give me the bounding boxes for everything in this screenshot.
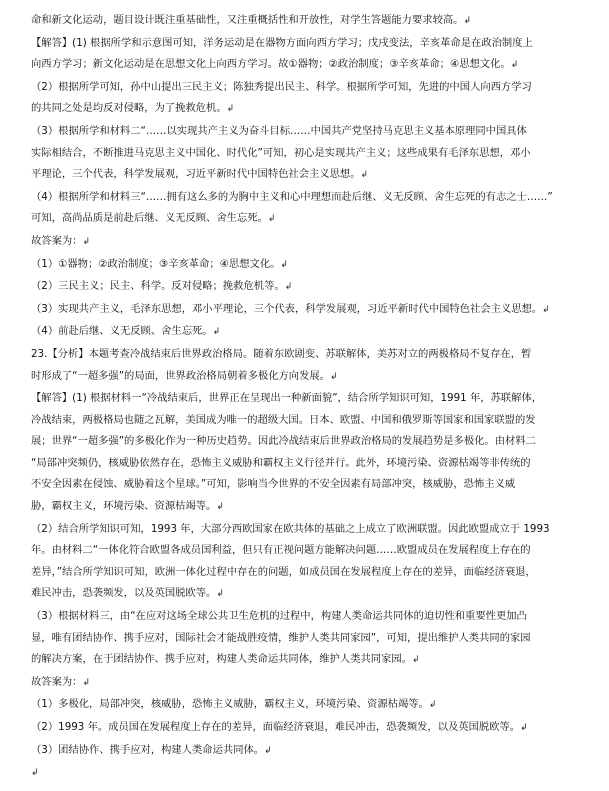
text-line: 年。由材料二“一体化符合欧盟各成员国利益，但只有正视问题方能解决问题……欧盟成员在发展程度上存在的 — [31, 544, 531, 557]
text-line: （2）三民主义；民主、科学。反对侵略；挽救危机等。↲ — [31, 280, 293, 293]
text-line: 难民冲击，恐袭频发，以及英国脱欧等。↲ — [31, 587, 224, 600]
text-line: （2）1993 年。成员国在发展程度上存在的差异，面临经济衰退，难民冲击，恐袭频发，以及英国脱欧等。↲ — [31, 721, 528, 733]
text-line: 不安全因素在侵蚀、威胁着这个星球。”可知，影响当今世界的不安全因素有局部冲突，核威胁，恐怖主义威 — [31, 478, 516, 491]
text-line: （1）①器物；②政治制度；③辛亥革命；④思想文化。↲ — [31, 257, 288, 270]
text-line: 胁，霸权主义，环境污染、资源枯竭等。↲ — [31, 500, 224, 513]
text-line: ↲ — [31, 768, 39, 779]
text-line: “局部冲突频仍，核威胁依然存在，恐怖主义威胁和霸权主义行径并行。此外，环境污染、资源枯竭等非传统的 — [31, 456, 531, 469]
text-line: （2）结合所学知识可知，1993 年，大部分西欧国家在欧共体的基础之上成立了欧洲联盟。因此欧盟成立于 1993 — [31, 522, 550, 535]
text-line: （3）根据所学和材料二“……以实现共产主义为奋斗目标……中国共产党坚持马克思主义基本原理同中国具体 — [31, 124, 527, 137]
text-line: （1）多极化，局部冲突，核威胁，恐怖主义威胁，霸权主义，环境污染、资源枯竭等。↲ — [31, 698, 437, 711]
text-line: 向西方学习；新文化运动是在思想文化上向西方学习。故①器物；②政治制度；③辛亥革命；④思想文化。↲ — [31, 58, 519, 71]
text-line: 实际相结合，不断推进马克思主义中国化、时代化”可知，初心是实现共产主义；这些成果有毛泽东思想，邓小 — [31, 146, 531, 159]
text-line: 【解答】(1) 根据所学和示意图可知，洋务运动是在器物方面向西方学习；戊戌变法，辛亥革命是在政治制度上 — [31, 36, 533, 49]
text-line: 【解答】(1) 根据材料一“冷战结束后，世界正在呈现出一种新面貌”，结合所学知识可知，1991 年，苏联解体， — [31, 392, 543, 405]
text-line: 冷战结束，两极格局也随之瓦解，美国成为唯一的超级大国。日本、欧盟、中国和俄罗斯等国家和国家联盟的发 — [31, 413, 536, 426]
text-line: 的共同之处是均反对侵略，为了挽救危机。↲ — [31, 102, 235, 115]
text-line: 23.【分析】本题考查冷战结束后世界政治格局。随着东欧剧变、苏联解体，美苏对立的两极格局不复存在，暂 — [31, 347, 532, 360]
text-line: 展；世界“一超多强”的多极化作为一种历史趋势。因此冷战结束后世界政治格局的发展趋势是多极化。由材料二 — [31, 435, 536, 448]
text-line: 故答案为：↲ — [31, 234, 91, 247]
text-line: 的解决方案，在于团结协作、携手应对，构建人类命运共同体，维护人类共同家园。↲ — [31, 653, 420, 666]
text-line: 显，唯有团结协作、携手应对，国际社会才能战胜疫情，维护人类共同家园”，可知，提出维护人类共同的家园 — [31, 631, 531, 644]
text-line: 差异，”结合所学知识可知，欧洲一体化过程中存在的问题，如成员国在发展程度上存在的差异，面临经济衰退， — [31, 565, 536, 578]
text-line: （4）前赴后继、义无反顾、舍生忘死。↲ — [31, 325, 221, 338]
text-line: （3）团结协作、携手应对，构建人类命运共同体。↲ — [31, 743, 272, 756]
text-line: （2）根据所学可知，孙中山提出三民主义；陈独秀提出民主、科学。根据所学可知，先进的中国人向西方学习 — [31, 80, 532, 93]
text-line: 平理论，三个代表，科学发展观，习近平新时代中国特色社会主义思想。↲ — [31, 168, 369, 181]
text-line: （4）根据所学和材料三“……拥有这么多的为胸中主义和心中理想而赴后继、义无反顾、舍生忘死的有志之士……” — [31, 190, 553, 203]
text-line: （3）根据材料三，由“在应对这场全球公共卫生危机的过程中，构建人类命运共同体的迫切性和重要性更加凸 — [31, 610, 527, 623]
text-line: 时形成了“一超多强”的局面，世界政治格局朝着多极化方向发展。↲ — [31, 369, 338, 382]
text-line: 命和新文化运动，题目设计既注重基础性，又注重概括性和开放性，对学生答题能力要求较高。↲ — [31, 14, 472, 26]
text-line: 可知，高尚品质是前赴后继、义无反顾、舍生忘死。↲ — [31, 212, 276, 225]
text-line: 故答案为：↲ — [31, 675, 91, 688]
text-line: （3）实现共产主义，毛泽东思想，邓小平理论，三个代表，科学发展观，习近平新时代中国特色社会主义思想。↲ — [31, 302, 550, 315]
